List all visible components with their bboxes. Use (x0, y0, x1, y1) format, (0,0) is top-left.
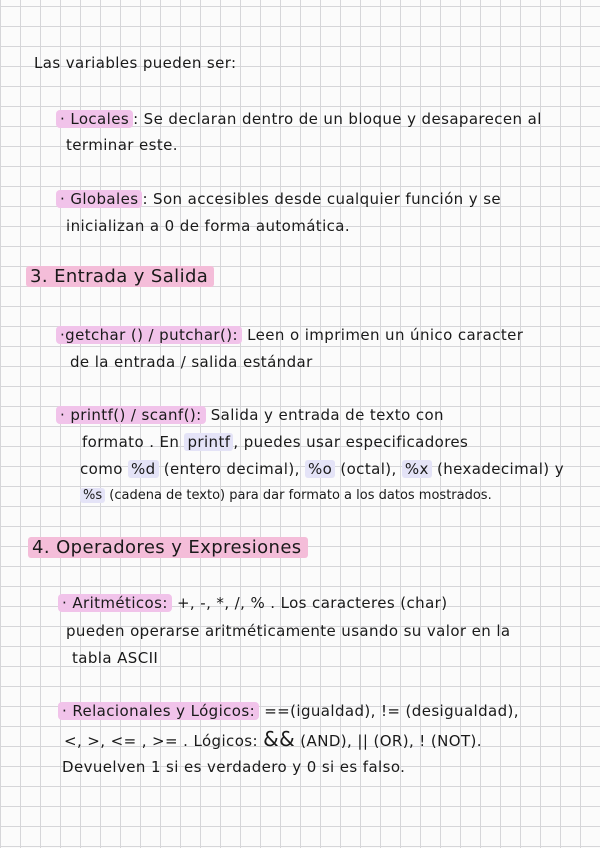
spec-o: %o (305, 460, 335, 478)
bullet-printf (56, 404, 444, 426)
relacionales-label: · Relacionales y Lógicos: (58, 702, 259, 720)
printf-text: Salida y entrada de texto con (205, 406, 444, 424)
relacionales-text: ==(igualdad), != (desigualdad), (259, 702, 519, 720)
relacionales-text-2a: <, >, <= , >= . Lógicos: (64, 732, 264, 750)
section-3-heading (26, 266, 214, 288)
getchar-text-2: de la entrada / salida estándar (70, 353, 313, 371)
printf-code: printf (184, 433, 233, 451)
bullet-globales (56, 188, 501, 210)
spec-d: %d (128, 460, 159, 478)
section-3-title: 3. Entrada y Salida (26, 266, 214, 287)
locales-label: · Locales (56, 110, 133, 128)
section-4-title: 4. Operadores y Expresiones (28, 537, 308, 558)
aritmeticos-text-2: pueden operarse aritméticamente usando su valor en la (66, 622, 511, 640)
locales-text-2: terminar este. (66, 136, 178, 154)
aritmeticos-text-3: tabla ASCII (72, 649, 159, 667)
printf-text-3c: (octal), (335, 460, 402, 478)
getchar-label: ·getchar () / putchar(): (56, 326, 242, 344)
printf-line-2 (82, 431, 468, 453)
printf-text-2b: , puedes usar especificadores (233, 433, 469, 451)
spec-s: %s (80, 488, 105, 503)
locales-text: : Se declaran dentro de un bloque y desaparecen al (133, 110, 542, 128)
relacionales-text-3: Devuelven 1 si es verdadero y 0 si es falso. (62, 758, 406, 776)
bullet-relacionales (58, 700, 519, 722)
and-operator: && (263, 727, 296, 751)
printf-label: · printf() / scanf(): (56, 406, 206, 424)
printf-text-4: (cadena de texto) para dar formato a los datos mostrados. (105, 488, 492, 503)
section-4-heading (28, 537, 308, 559)
globales-label: · Globales (56, 190, 142, 208)
printf-text-2a: formato . En (82, 433, 185, 451)
globales-text-2: inicializan a 0 de forma automática. (66, 217, 351, 235)
bullet-aritmeticos (58, 592, 447, 614)
printf-text-3a: como (80, 460, 128, 478)
relacionales-line-2 (64, 728, 482, 752)
bullet-locales (56, 108, 542, 130)
relacionales-text-2b: (AND), || (OR), ! (NOT). (295, 732, 482, 750)
getchar-text: Leen o imprimen un único caracter (241, 326, 524, 344)
printf-line-4 (80, 485, 492, 507)
printf-text-3b: (entero decimal), (158, 460, 305, 478)
aritmeticos-text: +, -, *, /, % . Los caracteres (char) (171, 594, 448, 612)
intro-text: Las variables pueden ser: (34, 54, 237, 72)
globales-text: : Son accesibles desde cualquier función y se (142, 190, 502, 208)
printf-text-3d: (hexadecimal) y (431, 460, 564, 478)
aritmeticos-label: · Aritméticos: (58, 594, 172, 612)
bullet-getchar (56, 324, 523, 346)
spec-x: %x (402, 460, 432, 478)
printf-line-3 (80, 458, 564, 480)
